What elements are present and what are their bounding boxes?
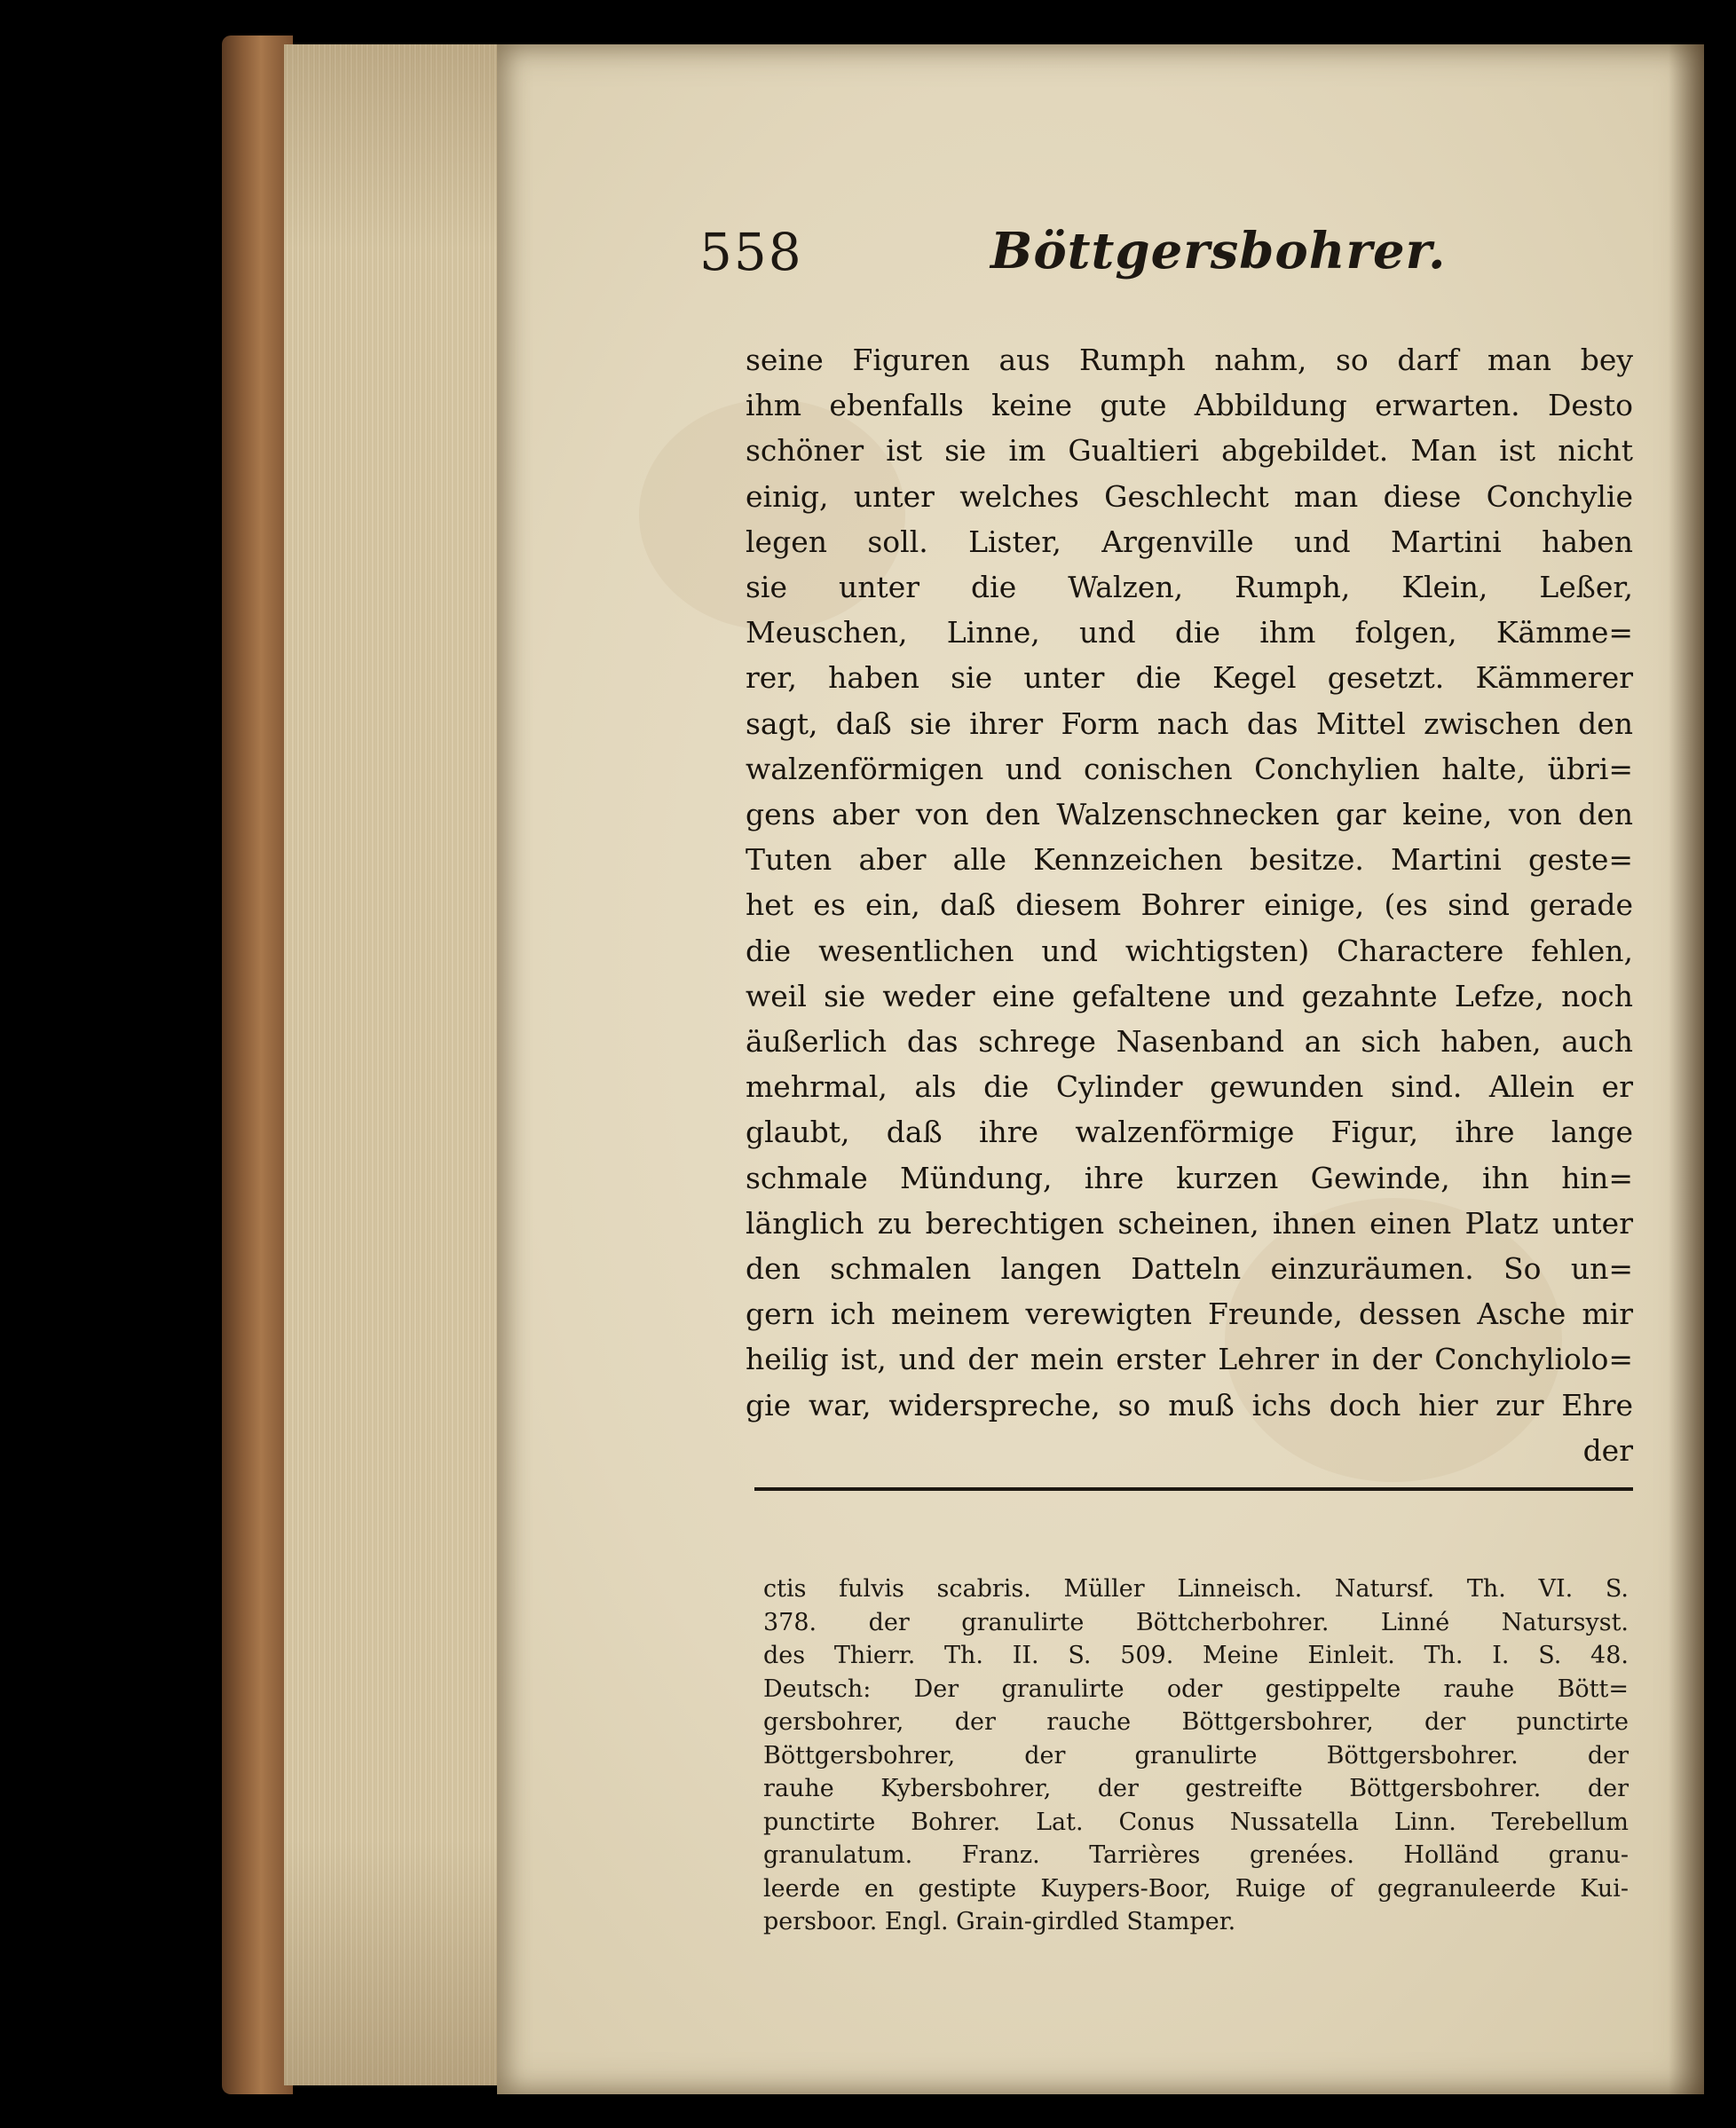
- footnote-rule: [754, 1487, 1633, 1491]
- text-line: einig, unter welches Geschlecht man diese Conchylie: [746, 478, 1633, 514]
- text-line: rer, haben sie unter die Kegel gesetzt. Kämmerer: [746, 660, 1633, 696]
- page-number: 558: [699, 222, 803, 282]
- footnote: [763, 1572, 1629, 1939]
- text-line: Tuten aber alle Kennzeichen besitze. Martini geste=: [746, 842, 1633, 878]
- text-line: mehrmal, als die Cylinder gewunden sind. Allein er: [746, 1069, 1633, 1105]
- book-page: [497, 44, 1704, 2094]
- text-line: äußerlich das schrege Nasenband an sich haben, auch: [746, 1024, 1633, 1060]
- text-line: glaubt, daß ihre walzenförmige Figur, ihre lange: [746, 1115, 1633, 1150]
- running-head: Böttgersbohrer.: [990, 222, 1447, 280]
- footnote-line: ctis fulvis scabris. Müller Linneisch. Natursf. Th. VI. S.: [763, 1575, 1629, 1603]
- text-line: den schmalen langen Datteln einzuräumen. So un=: [746, 1251, 1633, 1287]
- text-line: die wesentlichen und wichtigsten) Charactere fehlen,: [746, 933, 1633, 968]
- page-edges: [284, 44, 497, 2085]
- text-line: legen soll. Lister, Argenville und Martini haben: [746, 524, 1633, 559]
- footnote-line: gersbohrer, der rauche Böttgersbohrer, der punctirte: [763, 1708, 1629, 1736]
- text-line: schmale Mündung, ihre kurzen Gewinde, ihn hin=: [746, 1160, 1633, 1195]
- text-line: sie unter die Walzen, Rumph, Klein, Leßer,: [746, 570, 1633, 605]
- text-line: gens aber von den Walzenschnecken gar keine, von den: [746, 797, 1633, 832]
- text-line: schöner ist sie im Gualtieri abgebildet. Man ist nicht: [746, 433, 1633, 469]
- page-gutter-shadow: [1669, 44, 1704, 2094]
- text-line: gie war, widerspreche, so muß ichs doch hier zur Ehre: [746, 1387, 1633, 1423]
- text-line: weil sie weder eine gefaltene und gezahnte Lefze, noch: [746, 978, 1633, 1013]
- text-line: walzenförmigen und conischen Conchylien halte, übri=: [746, 751, 1633, 786]
- text-line: ihm ebenfalls keine gute Abbildung erwarten. Desto: [746, 388, 1633, 423]
- text-line: gern ich meinem verewigten Freunde, dessen Asche mir: [746, 1297, 1633, 1332]
- catchword: der: [1582, 1432, 1633, 1468]
- text-line: het es ein, daß diesem Bohrer einige, (es sind gerade: [746, 887, 1633, 923]
- footnote-line: rauhe Kybersbohrer, der gestreifte Böttgersbohrer. der: [763, 1775, 1629, 1802]
- footnote-line: punctirte Bohrer. Lat. Conus Nussatella Linn. Terebellum: [763, 1808, 1629, 1836]
- text-line: Meuschen, Linne, und die ihm folgen, Kämme=: [746, 615, 1633, 650]
- text-line: seine Figuren aus Rumph nahm, so darf man bey: [746, 343, 1633, 377]
- footnote-line: Böttgersbohrer, der granulirte Böttgersbohrer. der: [763, 1741, 1629, 1769]
- text-line: länglich zu berechtigen scheinen, ihnen einen Platz unter: [746, 1205, 1633, 1241]
- page-header: [699, 202, 1447, 300]
- main-text: [746, 337, 1633, 1473]
- footnote-line: leerde en gestipte Kuypers-Boor, Ruige of gegranuleerde Kui-: [763, 1874, 1629, 1903]
- footnote-line: granulatum. Franz. Tarrières grenées. Holländ granu-: [763, 1841, 1629, 1869]
- footnote-line: Deutsch: Der granulirte oder gestippelte rauhe Bött=: [763, 1675, 1629, 1703]
- footnote-line: des Thierr. Th. II. S. 509. Meine Einleit. Th. I. S. 48.: [763, 1642, 1629, 1669]
- text-line: sagt, daß sie ihrer Form nach das Mittel zwischen den: [746, 705, 1633, 741]
- book-binding: [222, 35, 293, 2094]
- text-line: heilig ist, und der mein erster Lehrer in der Conchyliolo=: [746, 1342, 1633, 1377]
- footnote-line: 378. der granulirte Böttcherbohrer. Linné Natursyst.: [763, 1608, 1629, 1636]
- footnote-line: persboor. Engl. Grain-girdled Stamper.: [763, 1908, 1236, 1935]
